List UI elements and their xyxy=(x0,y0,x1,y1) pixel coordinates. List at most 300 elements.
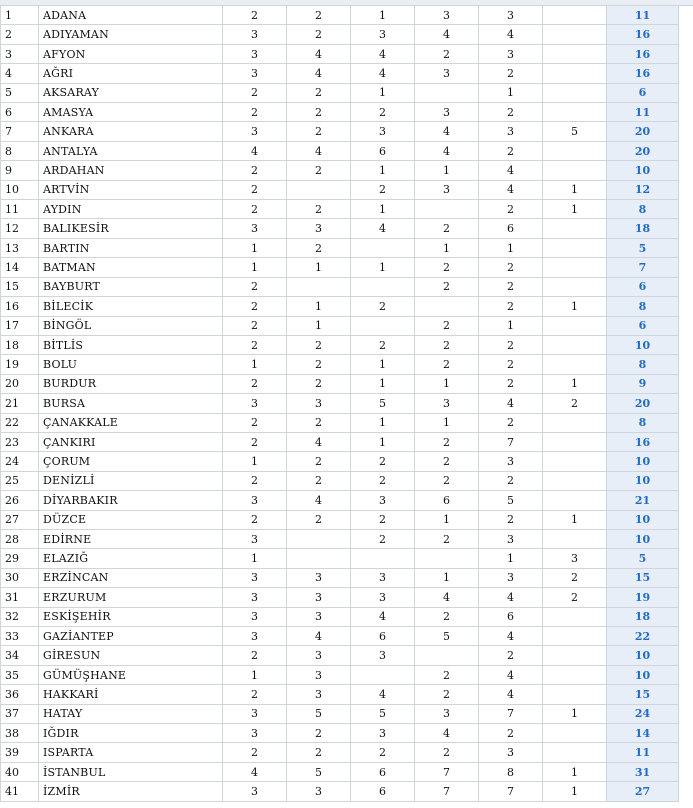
total-cell: 6 xyxy=(607,277,679,296)
value-cell: 3 xyxy=(287,782,351,801)
table-row xyxy=(1,258,679,277)
value-cell: 2 xyxy=(415,607,479,626)
total-cell: 10 xyxy=(607,335,679,354)
value-cell: 1 xyxy=(543,180,607,199)
value-cell: 3 xyxy=(223,394,287,413)
value-cell: 4 xyxy=(287,627,351,646)
table-row xyxy=(1,762,679,781)
value-cell: 2 xyxy=(415,529,479,548)
value-cell: 2 xyxy=(479,355,543,374)
value-cell: 2 xyxy=(415,277,479,296)
province-name-cell: ERZURUM xyxy=(39,588,223,607)
total-cell: 20 xyxy=(607,141,679,160)
value-cell: 2 xyxy=(351,297,415,316)
table-row xyxy=(1,64,679,83)
province-table xyxy=(0,5,679,802)
row-number-cell: 10 xyxy=(1,180,39,199)
value-cell: 2 xyxy=(479,103,543,122)
value-cell: 2 xyxy=(223,471,287,490)
value-cell: 1 xyxy=(351,6,415,25)
table-row xyxy=(1,180,679,199)
total-cell: 18 xyxy=(607,607,679,626)
value-cell xyxy=(543,607,607,626)
value-cell: 2 xyxy=(543,394,607,413)
table-row xyxy=(1,607,679,626)
value-cell: 1 xyxy=(543,762,607,781)
value-cell: 1 xyxy=(223,258,287,277)
value-cell: 2 xyxy=(479,510,543,529)
row-number-cell: 2 xyxy=(1,25,39,44)
value-cell: 4 xyxy=(351,64,415,83)
value-cell: 4 xyxy=(351,219,415,238)
value-cell: 2 xyxy=(415,452,479,471)
table-row xyxy=(1,277,679,296)
value-cell: 4 xyxy=(479,685,543,704)
value-cell: 4 xyxy=(479,627,543,646)
value-cell: 1 xyxy=(543,704,607,723)
row-number-cell: 39 xyxy=(1,743,39,762)
value-cell: 3 xyxy=(223,529,287,548)
total-cell: 10 xyxy=(607,529,679,548)
value-cell: 2 xyxy=(479,141,543,160)
total-cell: 16 xyxy=(607,25,679,44)
value-cell xyxy=(543,103,607,122)
total-cell: 15 xyxy=(607,685,679,704)
total-cell: 20 xyxy=(607,394,679,413)
value-cell: 2 xyxy=(287,510,351,529)
value-cell xyxy=(543,452,607,471)
value-cell: 2 xyxy=(351,471,415,490)
value-cell: 2 xyxy=(351,180,415,199)
value-cell: 4 xyxy=(415,122,479,141)
value-cell: 1 xyxy=(351,355,415,374)
value-cell: 2 xyxy=(415,685,479,704)
total-cell: 5 xyxy=(607,238,679,257)
row-number-cell: 12 xyxy=(1,219,39,238)
row-number-cell: 29 xyxy=(1,549,39,568)
value-cell: 1 xyxy=(351,413,415,432)
row-number-cell: 40 xyxy=(1,762,39,781)
value-cell: 1 xyxy=(223,355,287,374)
row-number-cell: 41 xyxy=(1,782,39,801)
value-cell: 1 xyxy=(351,258,415,277)
value-cell: 3 xyxy=(223,724,287,743)
province-name-cell: BAYBURT xyxy=(39,277,223,296)
row-number-cell: 11 xyxy=(1,200,39,219)
value-cell: 2 xyxy=(223,432,287,451)
province-name-cell: GÜMÜŞHANE xyxy=(39,665,223,684)
table-row xyxy=(1,568,679,587)
value-cell xyxy=(543,141,607,160)
value-cell: 3 xyxy=(415,180,479,199)
value-cell: 3 xyxy=(351,646,415,665)
value-cell: 3 xyxy=(223,219,287,238)
province-name-cell: EDİRNE xyxy=(39,529,223,548)
table-row xyxy=(1,491,679,510)
value-cell: 4 xyxy=(479,180,543,199)
value-cell: 2 xyxy=(287,471,351,490)
value-cell: 2 xyxy=(223,83,287,102)
value-cell: 2 xyxy=(479,297,543,316)
value-cell xyxy=(543,491,607,510)
value-cell xyxy=(543,665,607,684)
value-cell: 3 xyxy=(479,568,543,587)
value-cell: 1 xyxy=(543,297,607,316)
total-cell: 6 xyxy=(607,83,679,102)
value-cell: 3 xyxy=(287,219,351,238)
value-cell: 2 xyxy=(287,103,351,122)
value-cell: 2 xyxy=(351,510,415,529)
value-cell: 4 xyxy=(479,665,543,684)
value-cell: 1 xyxy=(479,238,543,257)
table-row xyxy=(1,374,679,393)
province-name-cell: ISPARTA xyxy=(39,743,223,762)
value-cell: 3 xyxy=(223,568,287,587)
value-cell: 2 xyxy=(287,452,351,471)
value-cell: 2 xyxy=(223,510,287,529)
value-cell: 7 xyxy=(415,782,479,801)
value-cell: 2 xyxy=(479,200,543,219)
value-cell: 2 xyxy=(223,685,287,704)
value-cell: 2 xyxy=(351,335,415,354)
value-cell: 7 xyxy=(479,432,543,451)
value-cell xyxy=(415,549,479,568)
value-cell: 1 xyxy=(415,568,479,587)
value-cell: 4 xyxy=(287,491,351,510)
value-cell: 4 xyxy=(351,607,415,626)
table-row xyxy=(1,161,679,180)
row-number-cell: 32 xyxy=(1,607,39,626)
value-cell: 3 xyxy=(223,782,287,801)
value-cell: 2 xyxy=(223,316,287,335)
value-cell: 2 xyxy=(415,743,479,762)
total-cell: 8 xyxy=(607,200,679,219)
table-row xyxy=(1,724,679,743)
value-cell: 3 xyxy=(543,549,607,568)
value-cell xyxy=(415,83,479,102)
value-cell: 2 xyxy=(223,277,287,296)
table-row xyxy=(1,588,679,607)
value-cell: 6 xyxy=(351,627,415,646)
value-cell: 1 xyxy=(415,374,479,393)
value-cell: 3 xyxy=(479,452,543,471)
value-cell: 1 xyxy=(223,238,287,257)
total-cell: 11 xyxy=(607,103,679,122)
value-cell: 2 xyxy=(479,413,543,432)
province-name-cell: ÇANAKKALE xyxy=(39,413,223,432)
row-number-cell: 8 xyxy=(1,141,39,160)
value-cell: 2 xyxy=(223,413,287,432)
value-cell: 4 xyxy=(287,141,351,160)
value-cell: 3 xyxy=(287,607,351,626)
value-cell: 2 xyxy=(223,297,287,316)
province-name-cell: GİRESUN xyxy=(39,646,223,665)
value-cell: 3 xyxy=(287,588,351,607)
table-row xyxy=(1,238,679,257)
table-row xyxy=(1,44,679,63)
row-number-cell: 27 xyxy=(1,510,39,529)
value-cell: 7 xyxy=(415,762,479,781)
value-cell: 2 xyxy=(351,452,415,471)
province-name-cell: BATMAN xyxy=(39,258,223,277)
value-cell: 2 xyxy=(287,374,351,393)
value-cell: 2 xyxy=(287,83,351,102)
total-cell: 16 xyxy=(607,64,679,83)
table-row xyxy=(1,452,679,471)
row-number-cell: 1 xyxy=(1,6,39,25)
value-cell: 6 xyxy=(479,219,543,238)
value-cell: 7 xyxy=(479,704,543,723)
total-cell: 10 xyxy=(607,452,679,471)
value-cell: 2 xyxy=(223,161,287,180)
value-cell xyxy=(287,529,351,548)
value-cell: 3 xyxy=(351,25,415,44)
value-cell: 1 xyxy=(415,161,479,180)
row-number-cell: 3 xyxy=(1,44,39,63)
value-cell: 3 xyxy=(479,122,543,141)
province-name-cell: İSTANBUL xyxy=(39,762,223,781)
province-name-cell: ARTVİN xyxy=(39,180,223,199)
row-number-cell: 25 xyxy=(1,471,39,490)
value-cell: 2 xyxy=(415,44,479,63)
total-cell: 5 xyxy=(607,549,679,568)
table-row xyxy=(1,646,679,665)
value-cell: 2 xyxy=(223,103,287,122)
value-cell: 3 xyxy=(415,64,479,83)
value-cell: 1 xyxy=(287,258,351,277)
value-cell: 1 xyxy=(351,200,415,219)
row-number-cell: 9 xyxy=(1,161,39,180)
value-cell: 6 xyxy=(415,491,479,510)
value-cell xyxy=(543,529,607,548)
value-cell: 4 xyxy=(479,394,543,413)
value-cell: 1 xyxy=(351,83,415,102)
value-cell: 3 xyxy=(351,724,415,743)
value-cell: 6 xyxy=(351,782,415,801)
province-name-cell: ÇANKIRI xyxy=(39,432,223,451)
value-cell: 2 xyxy=(415,258,479,277)
value-cell: 2 xyxy=(223,743,287,762)
value-cell: 2 xyxy=(543,588,607,607)
province-name-cell: AĞRI xyxy=(39,64,223,83)
province-name-cell: AKSARAY xyxy=(39,83,223,102)
value-cell: 2 xyxy=(287,200,351,219)
value-cell: 1 xyxy=(223,549,287,568)
table-row xyxy=(1,200,679,219)
row-number-cell: 20 xyxy=(1,374,39,393)
province-name-cell: ÇORUM xyxy=(39,452,223,471)
value-cell xyxy=(543,238,607,257)
row-number-cell: 35 xyxy=(1,665,39,684)
province-name-cell: BOLU xyxy=(39,355,223,374)
province-name-cell: BARTIN xyxy=(39,238,223,257)
table-row xyxy=(1,704,679,723)
value-cell: 2 xyxy=(351,103,415,122)
row-number-cell: 15 xyxy=(1,277,39,296)
value-cell: 2 xyxy=(287,122,351,141)
value-cell: 3 xyxy=(351,588,415,607)
value-cell: 3 xyxy=(223,44,287,63)
value-cell xyxy=(351,665,415,684)
row-number-cell: 24 xyxy=(1,452,39,471)
total-cell: 8 xyxy=(607,355,679,374)
value-cell: 2 xyxy=(415,665,479,684)
value-cell: 3 xyxy=(287,646,351,665)
value-cell: 2 xyxy=(479,471,543,490)
total-cell: 10 xyxy=(607,161,679,180)
value-cell xyxy=(351,316,415,335)
table-row xyxy=(1,782,679,801)
table-row xyxy=(1,83,679,102)
value-cell xyxy=(351,238,415,257)
row-number-cell: 5 xyxy=(1,83,39,102)
value-cell: 3 xyxy=(479,44,543,63)
province-name-cell: BİNGÖL xyxy=(39,316,223,335)
value-cell: 2 xyxy=(223,646,287,665)
value-cell: 4 xyxy=(479,25,543,44)
row-number-cell: 31 xyxy=(1,588,39,607)
value-cell: 1 xyxy=(223,665,287,684)
value-cell: 3 xyxy=(415,6,479,25)
value-cell: 3 xyxy=(223,25,287,44)
province-name-cell: IĞDIR xyxy=(39,724,223,743)
province-name-cell: DENİZLİ xyxy=(39,471,223,490)
value-cell: 3 xyxy=(223,704,287,723)
province-name-cell: BİLECİK xyxy=(39,297,223,316)
value-cell: 3 xyxy=(351,122,415,141)
row-number-cell: 30 xyxy=(1,568,39,587)
value-cell: 1 xyxy=(287,316,351,335)
value-cell: 1 xyxy=(543,374,607,393)
value-cell xyxy=(543,44,607,63)
value-cell: 6 xyxy=(351,141,415,160)
table-row xyxy=(1,219,679,238)
value-cell: 2 xyxy=(287,335,351,354)
province-name-cell: ADIYAMAN xyxy=(39,25,223,44)
province-name-cell: ADANA xyxy=(39,6,223,25)
province-name-cell: BALIKESİR xyxy=(39,219,223,238)
row-number-cell: 34 xyxy=(1,646,39,665)
table-row xyxy=(1,103,679,122)
province-name-cell: DÜZCE xyxy=(39,510,223,529)
value-cell: 2 xyxy=(223,6,287,25)
value-cell xyxy=(415,200,479,219)
value-cell: 5 xyxy=(287,704,351,723)
table-row xyxy=(1,335,679,354)
value-cell: 7 xyxy=(479,782,543,801)
table-row xyxy=(1,432,679,451)
value-cell xyxy=(351,549,415,568)
total-cell: 24 xyxy=(607,704,679,723)
value-cell: 1 xyxy=(351,432,415,451)
table-row xyxy=(1,529,679,548)
row-number-cell: 7 xyxy=(1,122,39,141)
value-cell xyxy=(543,646,607,665)
row-number-cell: 23 xyxy=(1,432,39,451)
value-cell xyxy=(543,724,607,743)
value-cell: 5 xyxy=(351,394,415,413)
value-cell: 2 xyxy=(351,529,415,548)
row-number-cell: 4 xyxy=(1,64,39,83)
value-cell: 3 xyxy=(479,6,543,25)
total-cell: 31 xyxy=(607,762,679,781)
value-cell: 2 xyxy=(415,316,479,335)
value-cell: 3 xyxy=(351,491,415,510)
total-cell: 9 xyxy=(607,374,679,393)
value-cell: 2 xyxy=(479,277,543,296)
value-cell: 1 xyxy=(415,413,479,432)
province-name-cell: ANTALYA xyxy=(39,141,223,160)
value-cell xyxy=(543,6,607,25)
value-cell xyxy=(543,413,607,432)
value-cell: 2 xyxy=(223,335,287,354)
value-cell: 4 xyxy=(479,161,543,180)
table-row xyxy=(1,316,679,335)
table-row xyxy=(1,685,679,704)
value-cell: 2 xyxy=(479,64,543,83)
total-cell: 6 xyxy=(607,316,679,335)
value-cell: 8 xyxy=(479,762,543,781)
row-number-cell: 6 xyxy=(1,103,39,122)
value-cell: 4 xyxy=(223,141,287,160)
row-number-cell: 36 xyxy=(1,685,39,704)
value-cell xyxy=(543,335,607,354)
value-cell xyxy=(543,219,607,238)
value-cell: 3 xyxy=(223,122,287,141)
value-cell: 2 xyxy=(287,25,351,44)
value-cell: 3 xyxy=(223,627,287,646)
row-number-cell: 13 xyxy=(1,238,39,257)
value-cell xyxy=(543,25,607,44)
total-cell: 27 xyxy=(607,782,679,801)
value-cell xyxy=(543,83,607,102)
value-cell: 3 xyxy=(223,607,287,626)
value-cell: 1 xyxy=(351,374,415,393)
value-cell: 3 xyxy=(415,103,479,122)
value-cell: 2 xyxy=(287,413,351,432)
value-cell: 3 xyxy=(479,743,543,762)
value-cell: 3 xyxy=(223,64,287,83)
value-cell: 4 xyxy=(479,588,543,607)
value-cell: 3 xyxy=(223,588,287,607)
value-cell: 4 xyxy=(415,25,479,44)
value-cell: 2 xyxy=(415,219,479,238)
total-cell: 12 xyxy=(607,180,679,199)
value-cell xyxy=(543,64,607,83)
value-cell: 1 xyxy=(287,297,351,316)
value-cell: 3 xyxy=(351,568,415,587)
table-row xyxy=(1,413,679,432)
value-cell: 4 xyxy=(223,762,287,781)
value-cell: 2 xyxy=(479,646,543,665)
value-cell: 2 xyxy=(223,200,287,219)
value-cell: 3 xyxy=(287,568,351,587)
value-cell: 4 xyxy=(415,141,479,160)
value-cell: 2 xyxy=(287,724,351,743)
row-number-cell: 14 xyxy=(1,258,39,277)
value-cell: 5 xyxy=(287,762,351,781)
value-cell: 2 xyxy=(479,374,543,393)
value-cell xyxy=(287,277,351,296)
province-name-cell: DİYARBAKIR xyxy=(39,491,223,510)
value-cell: 1 xyxy=(543,782,607,801)
value-cell: 5 xyxy=(415,627,479,646)
value-cell: 2 xyxy=(479,258,543,277)
value-cell xyxy=(543,258,607,277)
total-cell: 11 xyxy=(607,743,679,762)
total-cell: 19 xyxy=(607,588,679,607)
table-row xyxy=(1,297,679,316)
